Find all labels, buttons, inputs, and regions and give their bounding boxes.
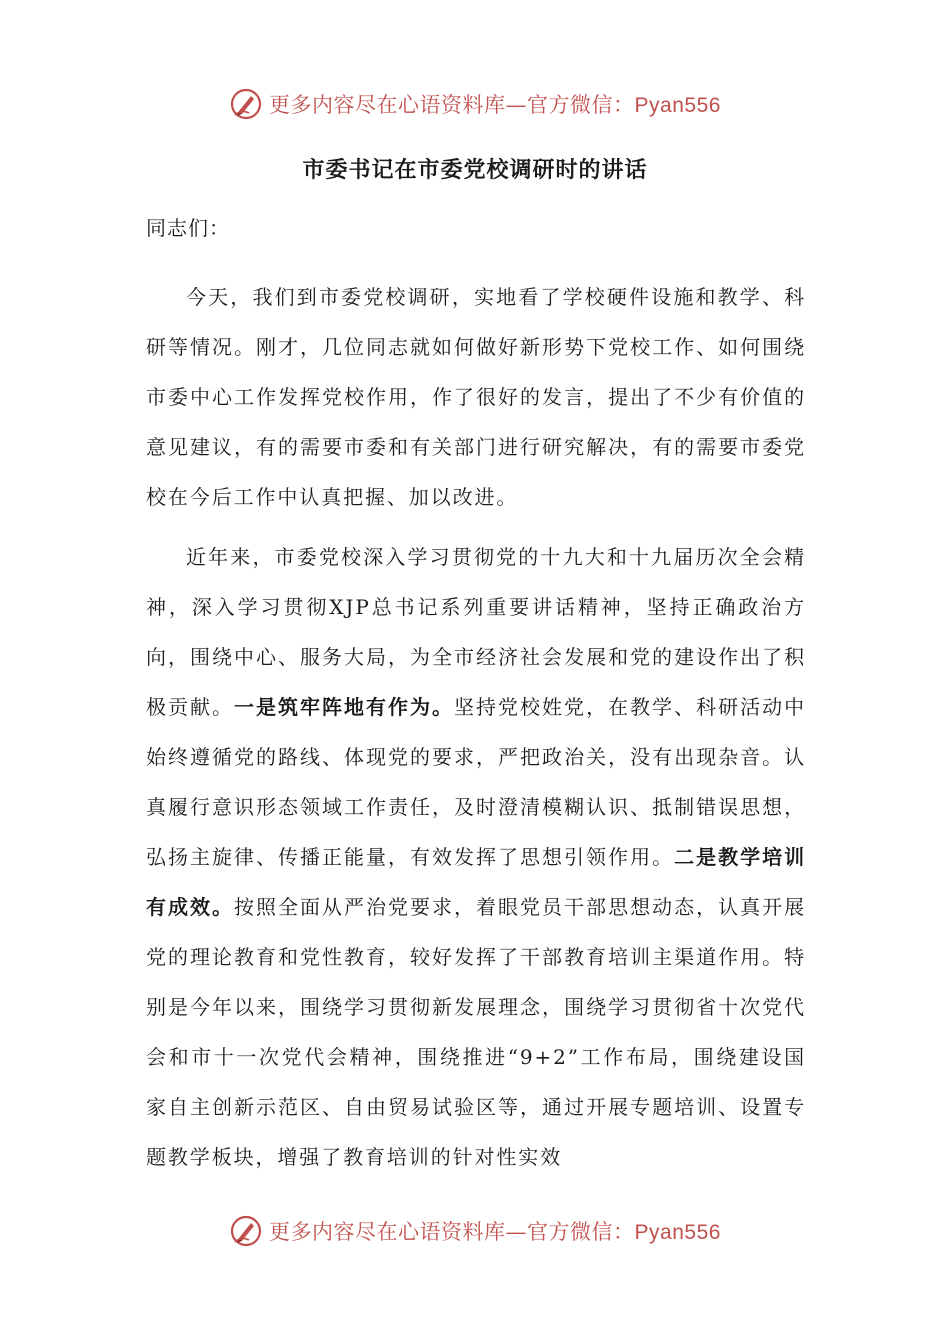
banner-text-cn: 更多内容尽在心语资料库—官方微信： bbox=[269, 1220, 635, 1244]
banner-text bbox=[269, 1216, 721, 1246]
paragraph-2-intro: 近年来，市委党校深入学习贯彻党的十九大和十九届历次全会精神，深入学习贯彻XJP总书记系列重要讲话精神，坚持正确政治方向，围绕中心、服务大局，为全市经济社会发展和党的建设作出了积极贡献。 bbox=[146, 545, 806, 719]
salutation: 同志们： bbox=[146, 216, 230, 240]
pen-logo-icon bbox=[229, 87, 263, 121]
point-2-text: 按照全面从严治党要求，着眼党员干部思想动态，认真开展党的理论教育和党性教育，较好发挥了干部教育培训主渠道作用。特别是今年以来，围绕学习贯彻新发展理念，围绕学习贯彻省十次党代会和市十一次党代会精神，围绕推进“9+2”工作布局，围绕建设国家自主创新示范区、自由贸易试验区等，通过开展专题培训、设置专题教学板块，增强了教育培训的针对性实效 bbox=[146, 895, 806, 1169]
point-2-heading: 二是教学培训有成效。 bbox=[146, 845, 806, 919]
banner-text-cn: 更多内容尽在心语资料库—官方微信： bbox=[269, 93, 635, 117]
footer-watermark-banner bbox=[0, 1211, 950, 1251]
point-1-text: 坚持党校姓党，在教学、科研活动中始终遵循党的路线、体现党的要求，严把政治关，没有出现杂音。认真履行意识形态领域工作责任，及时澄清模糊认识、抵制错误思想，弘扬主旋律、传播正能量，有效发挥了思想引领作用。 bbox=[146, 695, 806, 869]
banner-wechat-id: Pyan556 bbox=[634, 94, 721, 117]
banner-text bbox=[269, 89, 721, 119]
paragraph-2 bbox=[146, 532, 806, 1182]
banner-wechat-id: Pyan556 bbox=[634, 1221, 721, 1244]
header-watermark-banner bbox=[0, 84, 950, 124]
point-1-heading: 一是筑牢阵地有作为。 bbox=[234, 695, 455, 719]
paragraph-1: 今天，我们到市委党校调研，实地看了学校硬件设施和教学、科研等情况。刚才，几位同志就如何做好新形势下党校工作、如何围绕市委中心工作发挥党校作用，作了很好的发言，提出了不少有价值的意见建议，有的需要市委和有关部门进行研究解决，有的需要市委党校在今后工作中认真把握、加以改进。 bbox=[146, 285, 806, 509]
pen-logo-icon bbox=[229, 1214, 263, 1248]
document-title: 市委书记在市委党校调研时的讲话 bbox=[302, 157, 648, 183]
